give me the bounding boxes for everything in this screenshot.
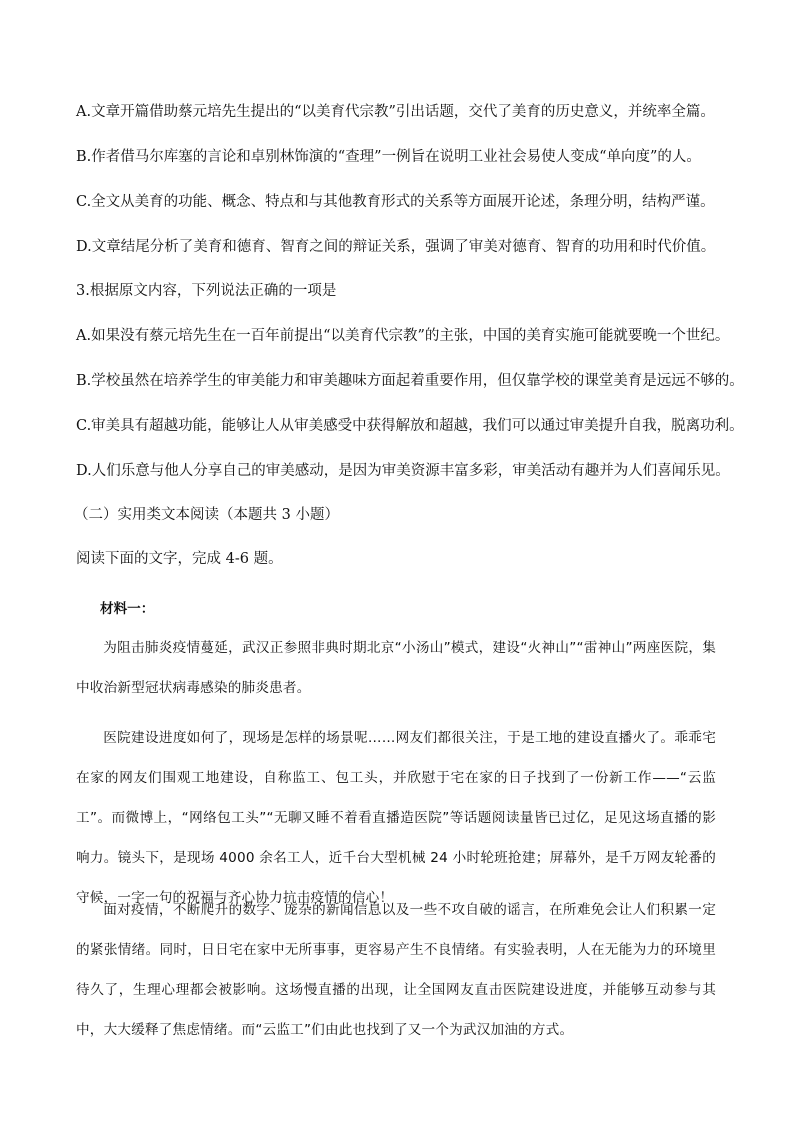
q2-option-b: B.作者借马尔库塞的言论和卓别林饰演的“查理”一例旨在说明工业社会易使人变成“单向度”的人。 <box>76 149 701 165</box>
reading-instruction: 阅读下面的文字，完成 4-6 题。 <box>76 551 283 567</box>
q2-option-c: C.全文从美育的功能、概念、特点和与其他教育形式的关系等方面展开论述，条理分明，结构严谨。 <box>76 194 715 210</box>
material-paragraph: 医院建设进度如何了，现场是怎样的场景呢……网友们都很关注，于是工地的建设直播火了。乖乖宅在家的网友们围观工地建设，自称监工、包工头，并欣慰于宅在家的日子找到了一份新工作——“云监工”。而微博上，“网络包工头”“无聊又睡不着看直播造医院”等话题阅读量皆已过亿，足见这场直播的影响力。镜头下，是现场 4000 余名工人，近千台大型机械 24 小时轮班抢建；屏幕外，是千万网友轮番的守候，一字一句的祝福与齐心协力抗击疫情的信心！ <box>76 730 716 906</box>
material-label: 材料一： <box>100 601 155 617</box>
q3-option-b: B.学校虽然在培养学生的审美能力和审美趣味方面起着重要作用，但仅靠学校的课堂美育是远远不够的。 <box>76 373 744 389</box>
q2-option-d: D.文章结尾分析了美育和德育、智育之间的辩证关系，强调了审美对德育、智育的功用和时代价值。 <box>76 239 716 255</box>
q3-stem: 3.根据原文内容，下列说法正确的一项是 <box>76 283 337 299</box>
q3-option-a: A.如果没有蔡元培先生在一百年前提出“以美育代宗教”的主张，中国的美育实施可能就要晚一个世纪。 <box>76 328 730 344</box>
material-paragraph: 面对疫情，不断爬升的数字、庞杂的新闻信息以及一些不攻自破的谣言，在所难免会让人们积累一定的紧张情绪。同时，日日宅在家中无所事事，更容易产生不良情绪。有实验表明，人在无能为力的环境里待久了，生理心理都会被影响。这场慢直播的出现，让全国网友直击医院建设进度，并能够互动参与其中，大大缓释了焦虑情绪。而“云监工”们由此也找到了又一个为武汉加油的方式。 <box>76 902 716 1038</box>
q3-option-d: D.人们乐意与他人分享自己的审美感动，是因为审美资源丰富多彩，审美活动有趣并为人们喜闻乐见。 <box>76 463 730 479</box>
q2-option-a: A.文章开篇借助蔡元培先生提出的“以美育代宗教”引出话题，交代了美育的历史意义，并统率全篇。 <box>76 104 715 120</box>
material-paragraph: 为阻击肺炎疫情蔓延，武汉正参照非典时期北京“小汤山”模式，建设“火神山”“雷神山”两座医院，集中收治新型冠状病毒感染的肺炎患者。 <box>76 640 716 696</box>
q3-option-c: C.审美具有超越功能，能够让人从审美感受中获得解放和超越，我们可以通过审美提升自我，脱离功利。 <box>76 418 744 434</box>
section-heading: （二）实用类文本阅读（本题共 3 小题） <box>74 507 339 523</box>
